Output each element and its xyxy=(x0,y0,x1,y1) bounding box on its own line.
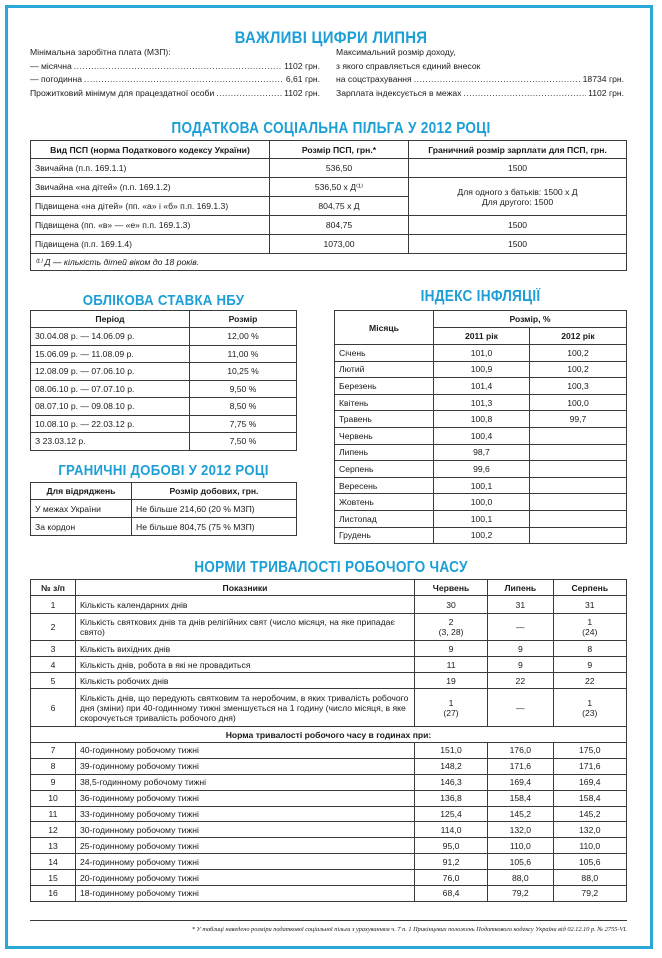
psp-title: ПОДАТКОВА СОЦІАЛЬНА ПІЛЬГА У 2012 РОЦІ xyxy=(171,120,491,137)
figure-row: Зарплата індексується в межах ..... 1102 грн. xyxy=(336,87,624,101)
inflation-title: ІНДЕКС ІНФЛЯЦІЇ xyxy=(420,288,541,305)
page-title: ВАЖЛИВІ ЦИФРИ ЛИПНЯ xyxy=(234,28,428,47)
table-row: 12 30-годинному робочому тижні 114,0 132,0 132,0 xyxy=(31,822,627,838)
figure-row: — погодинна ..... 6,61 грн. xyxy=(30,73,320,87)
table-row: Листопад 100,1 xyxy=(335,510,627,527)
footnote-divider xyxy=(30,920,627,921)
table-row: 15.06.09 р. — 11.08.09 р. 11,00 % xyxy=(31,345,297,363)
table-row: За кордон Не більше 804,75 (75 % МЗП) xyxy=(31,518,297,536)
psp-table: Вид ПСП (норма Податкового кодексу України) Розмір ПСП, грн.* Граничний розмір зарплати для ПСП, грн. Звичайна (п.п. 169.1.1) 536,50 1500 Звичайна «на дітей» (п.п. 169.1.2) 536,50 х Д⁽¹⁾ Для одного з батьків: 1500 х Д Для другого: 1500 Підвищена «на дітей» (пп. «а» і «б» п.п. 169.1.3) 804,75 х Д Підвищена (пп. «в» — «е» п.п. 169.1.3) 804,75 1500 Підвищена (п.п. 169.1.4) 1073,00 1500 ⁽¹⁾ Д — кількість дітей віком до 18 років. xyxy=(30,140,627,271)
table-row: Підвищена «на дітей» (пп. «а» і «б» п.п. 169.1.3) 804,75 х Д xyxy=(31,197,627,216)
figure-row: на соцстрахування ..... 18734 грн. xyxy=(336,73,624,87)
nbu-table: Період Розмір 30.04.08 р. — 14.06.09 р. 12,00 % 15.06.09 р. — 11.08.09 р. 11,00 % 12.08.09 р. — 07.06.10 р. 10,25 % 08.06.10 р. — 07.07.10 р. 9,50 % 08.07.10 р. — 09.08.10 р. 8,50 % 10.08.10 р. — 22.03.12 р. 7,75 % З 23.03.12 р. 7,50 % xyxy=(30,310,297,451)
table-row: 6 Кількість днів, що передують святковим та неробочим, в яких тривалість робочого дня (зміни) при 40-годинному тижні зменшується на 1 годину (число місяця, в яке скорочується тривалість робочого дня) 1 (27) — 1 (23) xyxy=(31,689,627,727)
table-row: 30.04.08 р. — 14.06.09 р. 12,00 % xyxy=(31,328,297,346)
table-row: 4 Кількість днів, робота в які не провадиться 11 9 9 xyxy=(31,657,627,673)
table-row: Підвищена (п.п. 169.1.4) 1073,00 1500 xyxy=(31,235,627,254)
table-row: Серпень 99,6 xyxy=(335,461,627,478)
daily-table: Для відряджень Розмір добових, грн. У межах України Не більше 214,60 (20 % МЗП) За кордон Не більше 804,75 (75 % МЗП) xyxy=(30,482,297,536)
table-row: Червень 100,4 xyxy=(335,427,627,444)
psp-footnote: ⁽¹⁾ Д — кількість дітей віком до 18 років. xyxy=(31,254,627,271)
table-row: Лютий 100,9 100,2 xyxy=(335,361,627,378)
table-row: Звичайна (п.п. 169.1.1) 536,50 1500 xyxy=(31,159,627,178)
inflation-table: Місяць Розмір, % 2011 рік 2012 рік Січень 101,0 100,2 Лютий 100,9 100,2 Березень 101,4 100,3 Квітень 101,3 100,0 Травень 100,8 99,7 Червень 100,4 Липень 98,7 Серпень 99,6 Вересень 100,1 Жовтень 100,0 Листопад 100,1 Грудень 100,2 xyxy=(334,310,627,544)
table-row: 5 Кількість робочих днів 19 22 22 xyxy=(31,673,627,689)
table-row: 14 24-годинному робочому тижні 91,2 105,6 105,6 xyxy=(31,854,627,870)
table-row: Підвищена (пп. «в» — «е» п.п. 169.1.3) 804,75 1500 xyxy=(31,216,627,235)
hours-table: № з/п Показники Червень Липень Серпень 1 Кількість календарних днів 30 31 31 2 Кількість святкових днів та днів релігійних свят (число місяця, на яке припадає свято) 2 (3, 28) — 1 (24) 3 Кількість вихідних днів 9 9 8 4 Кількість днів, робота в які не провадиться 11 9 9 5 Кількість робочих днів 19 22 22 6 Кількість днів, що передують святковим та неробочим, в яких тривалість робочого дня (зміни) при 40-годинному тижні зменшується на 1 годину (число місяця, в яке скорочується тривалість робочого дня) 1 (27) — 1 (23) Норма тривалості робочого часу в годинах при: 7 40-годинному робочому тижні 151,0 176,0 175,0 8 39-годинному робочому тижні 148,2 171,6 171,6 9 38,5-годинному робочому тижні 146,3 169,4 169,4 10 36-годинному робочому тижні 136,8 158,4 158,4 11 33-годинному робочому тижні 125,4 145,2 145,2 12 30-годинному робочому тижні 114,0 132,0 132,0 13 25-годинному робочому тижні 95,0 110,0 110,0 14 24-годинному робочому тижні 91,2 105,6 105,6 15 20-годинному робочому тижні 76,0 88,0 88,0 16 18-годинному робочому тижні 68,4 79,2 79,2 xyxy=(30,579,627,902)
table-row: Березень 101,4 100,3 xyxy=(335,378,627,395)
table-row: Грудень 100,2 xyxy=(335,527,627,544)
daily-title: ГРАНИЧНІ ДОБОВІ У 2012 РОЦІ xyxy=(58,462,269,479)
table-row: 15 20-годинному робочому тижні 76,0 88,0 88,0 xyxy=(31,870,627,886)
table-row: Січень 101,0 100,2 xyxy=(335,345,627,362)
table-row: 7 40-годинному робочому тижні 151,0 176,0 175,0 xyxy=(31,743,627,759)
mzp-heading: Мінімальна заробітна плата (МЗП): xyxy=(30,47,171,57)
table-row: 16 18-годинному робочому тижні 68,4 79,2 79,2 xyxy=(31,886,627,902)
table-row: 1 Кількість календарних днів 30 31 31 xyxy=(31,596,627,614)
table-row: 10.08.10 р. — 22.03.12 р. 7,75 % xyxy=(31,415,297,433)
table-row: Травень 100,8 99,7 xyxy=(335,411,627,428)
table-row: 11 33-годинному робочому тижні 125,4 145,2 145,2 xyxy=(31,806,627,822)
figure-row: — місячна ..... 1102 грн. xyxy=(30,60,320,74)
figures-left xyxy=(30,46,320,100)
table-row: Вересень 100,1 xyxy=(335,477,627,494)
table-row: З 23.03.12 р. 7,50 % xyxy=(31,433,297,451)
table-row: 08.06.10 р. — 07.07.10 р. 9,50 % xyxy=(31,380,297,398)
table-row: 08.07.10 р. — 09.08.10 р. 8,50 % xyxy=(31,398,297,416)
table-row: Звичайна «на дітей» (п.п. 169.1.2) 536,50 х Д⁽¹⁾ Для одного з батьків: 1500 х Д Для другого: 1500 xyxy=(31,178,627,197)
table-row: Липень 98,7 xyxy=(335,444,627,461)
table-row: 12.08.09 р. — 07.06.10 р. 10,25 % xyxy=(31,363,297,381)
nbu-title: ОБЛІКОВА СТАВКА НБУ xyxy=(82,292,245,309)
figure-row: Прожитковий мінімум для працездатної особи ..... 1102 грн. xyxy=(30,87,320,101)
table-row: 2 Кількість святкових днів та днів релігійних свят (число місяця, на яке припадає свято) 2 (3, 28) — 1 (24) xyxy=(31,614,627,641)
hours-title: НОРМИ ТРИВАЛОСТІ РОБОЧОГО ЧАСУ xyxy=(194,559,468,576)
table-row: У межах України Не більше 214,60 (20 % МЗП) xyxy=(31,500,297,518)
footnote: * У таблиці наведено розміри податкової соціальної пільги з урахуванням ч. 7 п. 1 Прикінцевих положень Податкового кодексу України від 02.12.10 р. № 2755-VI. xyxy=(191,926,627,933)
table-row: 10 36-годинному робочому тижні 136,8 158,4 158,4 xyxy=(31,790,627,806)
table-row: Квітень 101,3 100,0 xyxy=(335,394,627,411)
table-row: 13 25-годинному робочому тижні 95,0 110,0 110,0 xyxy=(31,838,627,854)
table-row: Жовтень 100,0 xyxy=(335,494,627,511)
figures-right: Максимальний розмір доходу, з якого справляється єдиний внесок на соцстрахування ..... 18734 грн. Зарплата індексується в межах ..... 1102 грн. xyxy=(336,46,624,100)
table-row: 8 39-годинному робочому тижні 148,2 171,6 171,6 xyxy=(31,758,627,774)
table-row: 3 Кількість вихідних днів 9 9 8 xyxy=(31,641,627,657)
hours-subheader: Норма тривалості робочого часу в годинах при: xyxy=(31,727,627,743)
table-row: 9 38,5-годинному робочому тижні 146,3 169,4 169,4 xyxy=(31,774,627,790)
